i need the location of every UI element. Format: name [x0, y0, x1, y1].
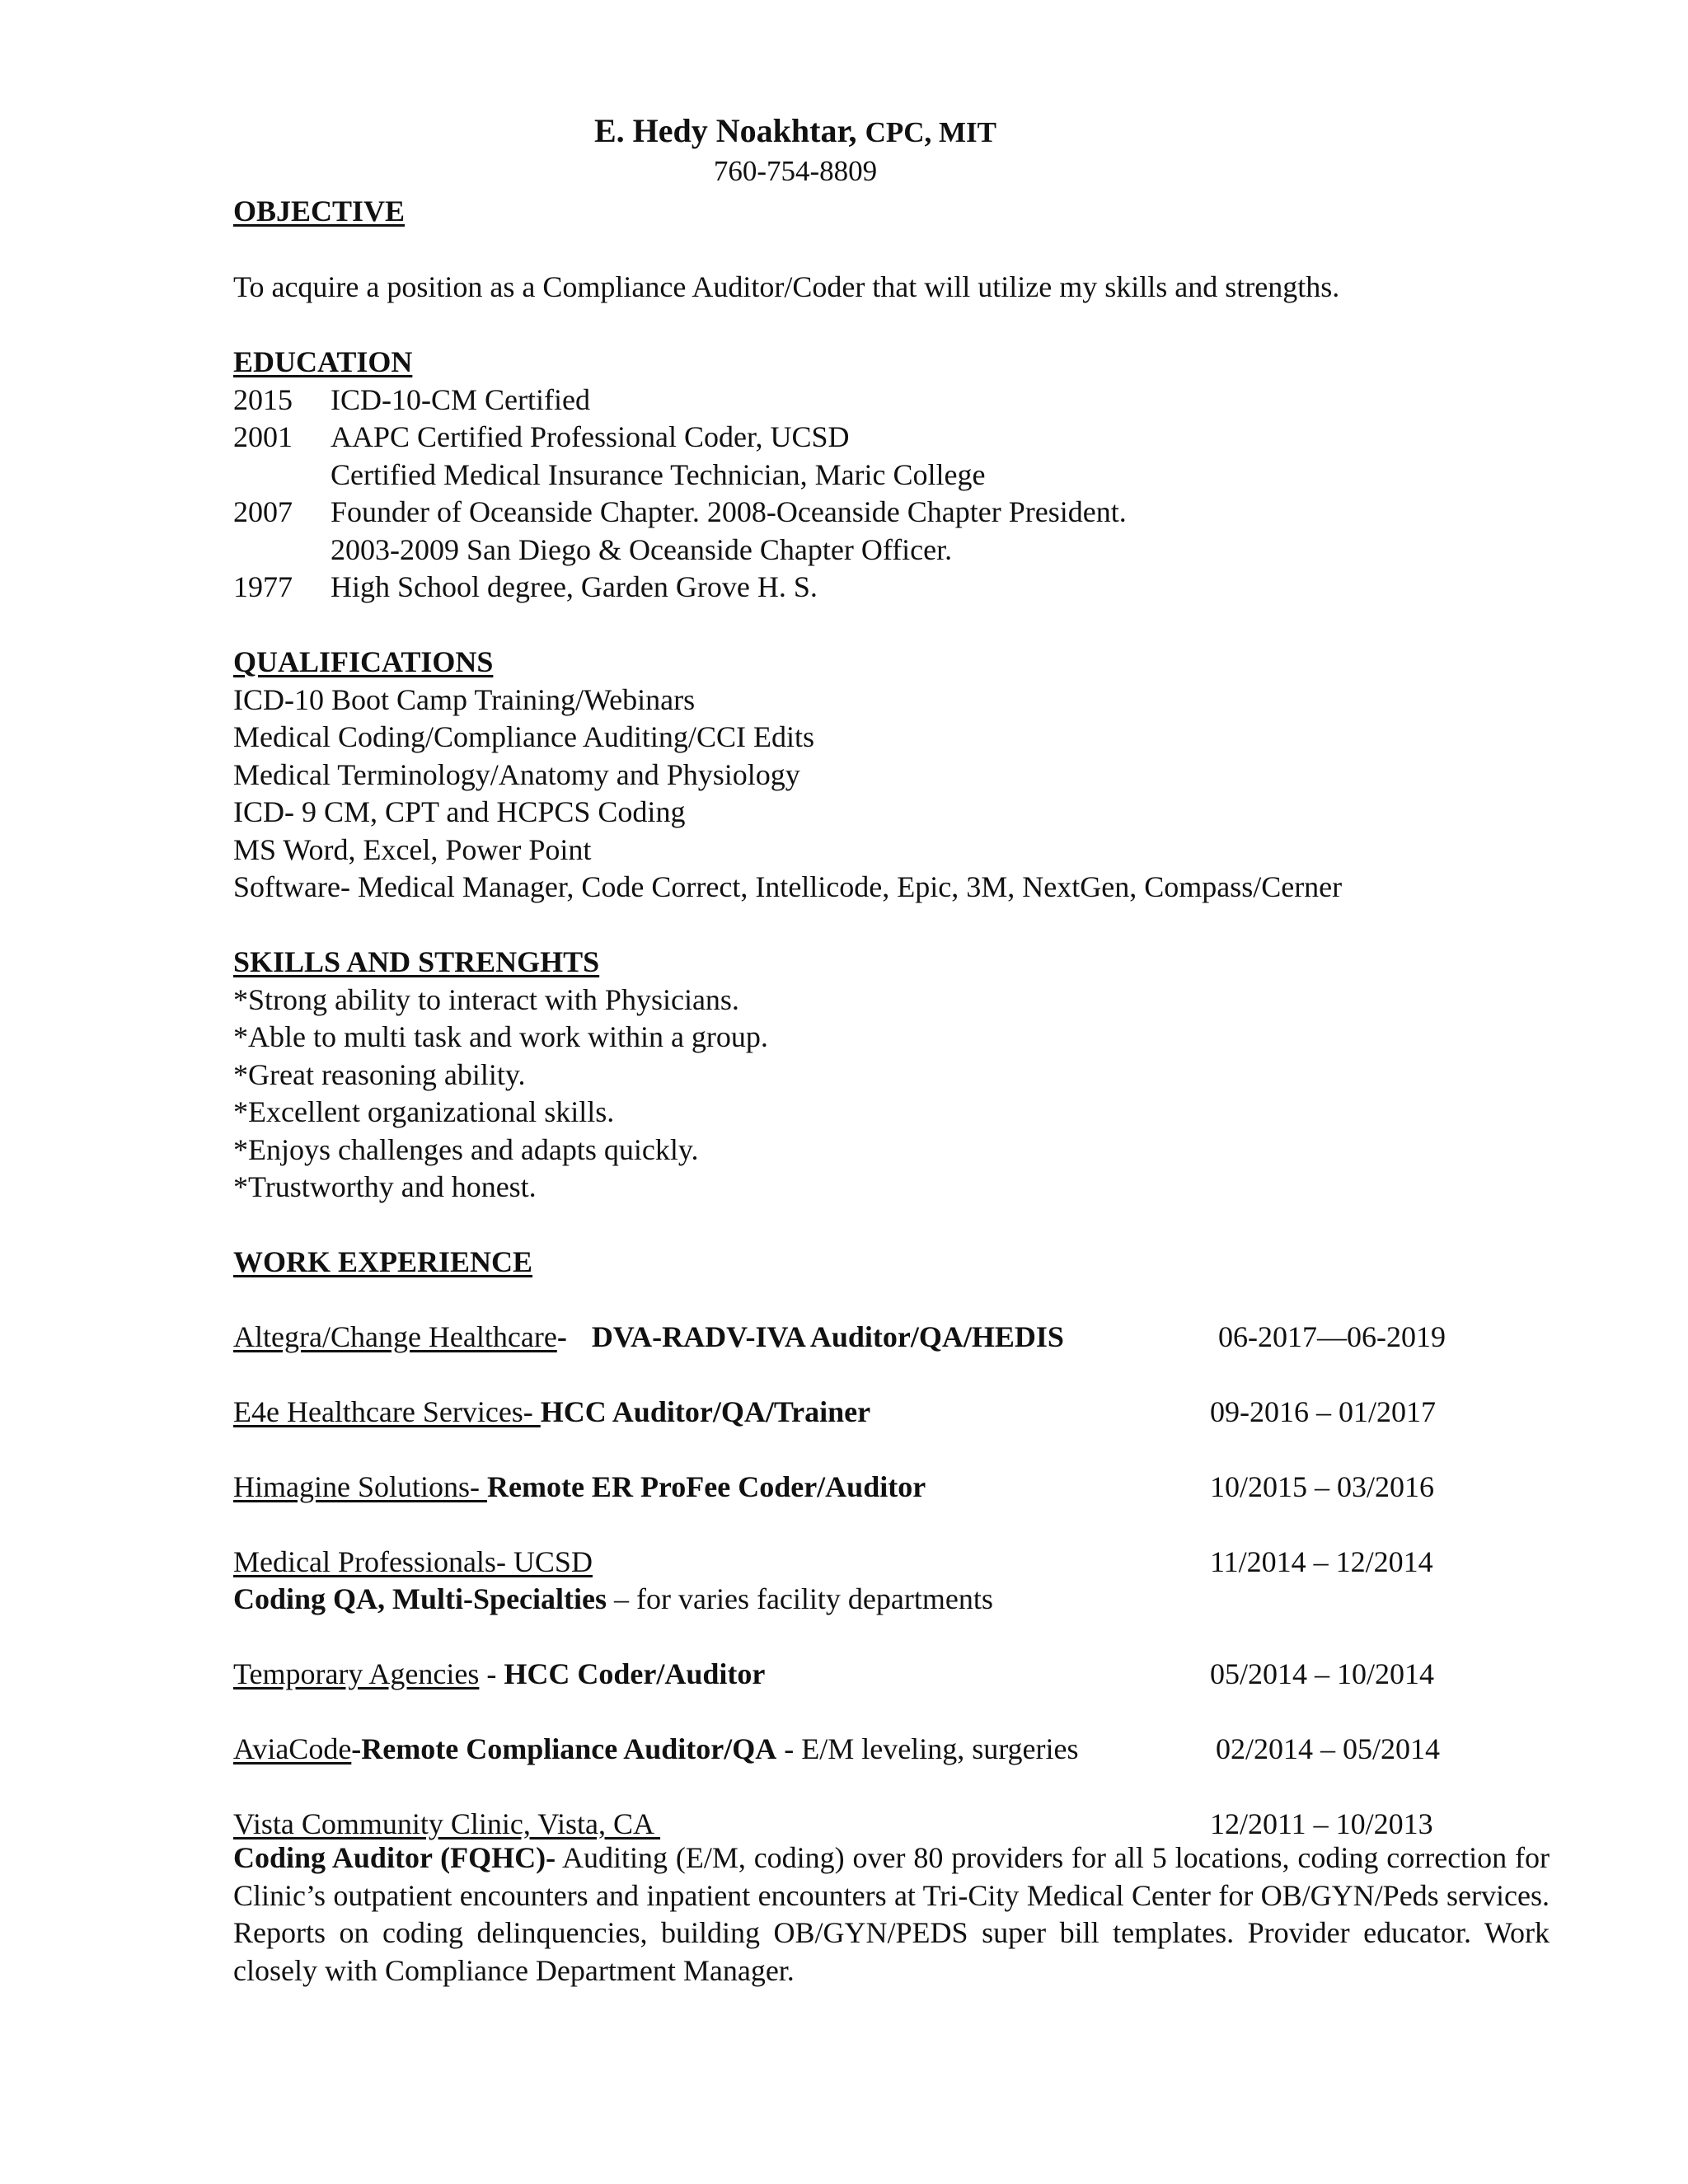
- education-text: High School degree, Garden Grove H. S.: [331, 570, 818, 603]
- skill-item: *Able to multi task and work within a group.: [233, 1020, 768, 1053]
- job-title: Coding QA, Multi-Specialties: [233, 1582, 607, 1615]
- education-year: 2001: [233, 420, 293, 453]
- education-entry: [233, 570, 818, 603]
- skill-item: *Excellent organizational skills.: [233, 1095, 615, 1128]
- objective-heading: OBJECTIVE: [233, 194, 406, 227]
- job-note: Auditing (E/M, coding) over 80 providers for all 5 locations, coding correction for Clinic’s outpatient encounters and inpatient encounters at Tri-City Medical Center for OB/GYN/Peds services. Reports on coding delinquencies, building OB/GYN/PEDS super bill templates. Provider educator. Work closely with Compliance Department Manager.: [233, 1841, 1550, 1987]
- job-dates: 06-2017—06-2019: [1218, 1320, 1446, 1353]
- objective-text: To acquire a position as a Compliance Auditor/Coder that will utilize my skills and strengths.: [233, 270, 1340, 303]
- skill-item: *Great reasoning ability.: [233, 1058, 526, 1091]
- candidate-name-line: [0, 111, 1591, 150]
- job-company: Altegra/Change Healthcare: [233, 1320, 557, 1353]
- candidate-name: E. Hedy Noakhtar,: [593, 112, 857, 149]
- job-dates: 05/2014 – 10/2014: [1210, 1657, 1435, 1690]
- education-entry: [233, 383, 590, 416]
- education-entry: [233, 420, 850, 453]
- job-company: AviaCode: [233, 1732, 352, 1765]
- job-company: Himagine Solutions-: [233, 1470, 487, 1503]
- qualification-item: Medical Terminology/Anatomy and Physiology: [233, 758, 800, 791]
- job-entry: [233, 1732, 1079, 1765]
- job-dates: 10/2015 – 03/2016: [1210, 1470, 1435, 1503]
- qualifications-heading: QUALIFICATIONS: [233, 645, 494, 678]
- candidate-credentials: CPC, MIT: [865, 116, 996, 148]
- job-company-line: [233, 1545, 593, 1578]
- education-text: 2003-2009 San Diego & Oceanside Chapter Officer.: [331, 533, 953, 566]
- qualification-item: Software- Medical Manager, Code Correct, Intellicode, Epic, 3M, NextGen, Compass/Cerner: [233, 870, 1343, 903]
- education-year: 1977: [233, 570, 293, 603]
- job-entry: [233, 1470, 926, 1503]
- candidate-phone: 760-754-8809: [713, 155, 878, 187]
- job-dates: 11/2014 – 12/2014: [1210, 1545, 1433, 1578]
- skills-heading: SKILLS AND STRENGHTS: [233, 945, 600, 978]
- education-text: Founder of Oceanside Chapter. 2008-Oceanside Chapter President.: [331, 495, 1127, 528]
- job-dates: 09-2016 – 01/2017: [1210, 1395, 1436, 1428]
- work-heading: WORK EXPERIENCE: [233, 1245, 533, 1278]
- job-company: Medical Professionals- UCSD: [233, 1545, 593, 1578]
- education-heading: EDUCATION: [233, 345, 413, 378]
- job-note: – for varies facility departments: [607, 1582, 993, 1615]
- education-entry: [233, 458, 986, 491]
- job-title: Remote ER ProFee Coder/Auditor: [487, 1470, 926, 1503]
- job-title: -Remote Compliance Auditor/QA: [351, 1732, 777, 1765]
- job-note: - E/M leveling, surgeries: [776, 1732, 1079, 1765]
- job-description: [233, 1840, 1550, 1990]
- job-separator: -: [479, 1657, 504, 1690]
- job-description: [233, 1582, 993, 1615]
- job-company: Temporary Agencies: [233, 1657, 480, 1690]
- education-entry: [233, 495, 1127, 528]
- skill-item: *Trustworthy and honest.: [233, 1170, 537, 1203]
- job-title: HCC Coder/Auditor: [504, 1657, 766, 1690]
- job-entry: [233, 1320, 1064, 1353]
- job-dates: 02/2014 – 05/2014: [1216, 1732, 1441, 1765]
- job-title: DVA-RADV-IVA Auditor/QA/HEDIS: [591, 1320, 1064, 1353]
- job-separator: -: [556, 1320, 567, 1353]
- qualification-item: MS Word, Excel, Power Point: [233, 833, 592, 866]
- education-year: 2007: [233, 495, 293, 528]
- education-text: Certified Medical Insurance Technician, Maric College: [331, 458, 986, 491]
- job-entry: [233, 1657, 765, 1690]
- education-text: ICD-10-CM Certified: [331, 383, 590, 416]
- job-title: Coding Auditor (FQHC)-: [233, 1841, 556, 1874]
- skill-item: *Strong ability to interact with Physicians.: [233, 983, 739, 1016]
- qualification-item: ICD- 9 CM, CPT and HCPCS Coding: [233, 795, 686, 828]
- qualification-item: Medical Coding/Compliance Auditing/CCI Edits: [233, 720, 814, 753]
- job-company-line: [233, 1807, 660, 1840]
- skill-item: *Enjoys challenges and adapts quickly.: [233, 1133, 699, 1166]
- job-company: E4e Healthcare Services-: [233, 1395, 541, 1428]
- job-title: HCC Auditor/QA/Trainer: [540, 1395, 871, 1428]
- job-company: Vista Community Clinic, Vista, CA: [233, 1807, 661, 1840]
- education-entry: [233, 533, 952, 566]
- education-year: 2015: [233, 383, 293, 416]
- job-dates: 12/2011 – 10/2013: [1210, 1807, 1433, 1840]
- education-text: AAPC Certified Professional Coder, UCSD: [331, 420, 850, 453]
- qualification-item: ICD-10 Boot Camp Training/Webinars: [233, 683, 696, 716]
- job-entry: [233, 1395, 870, 1428]
